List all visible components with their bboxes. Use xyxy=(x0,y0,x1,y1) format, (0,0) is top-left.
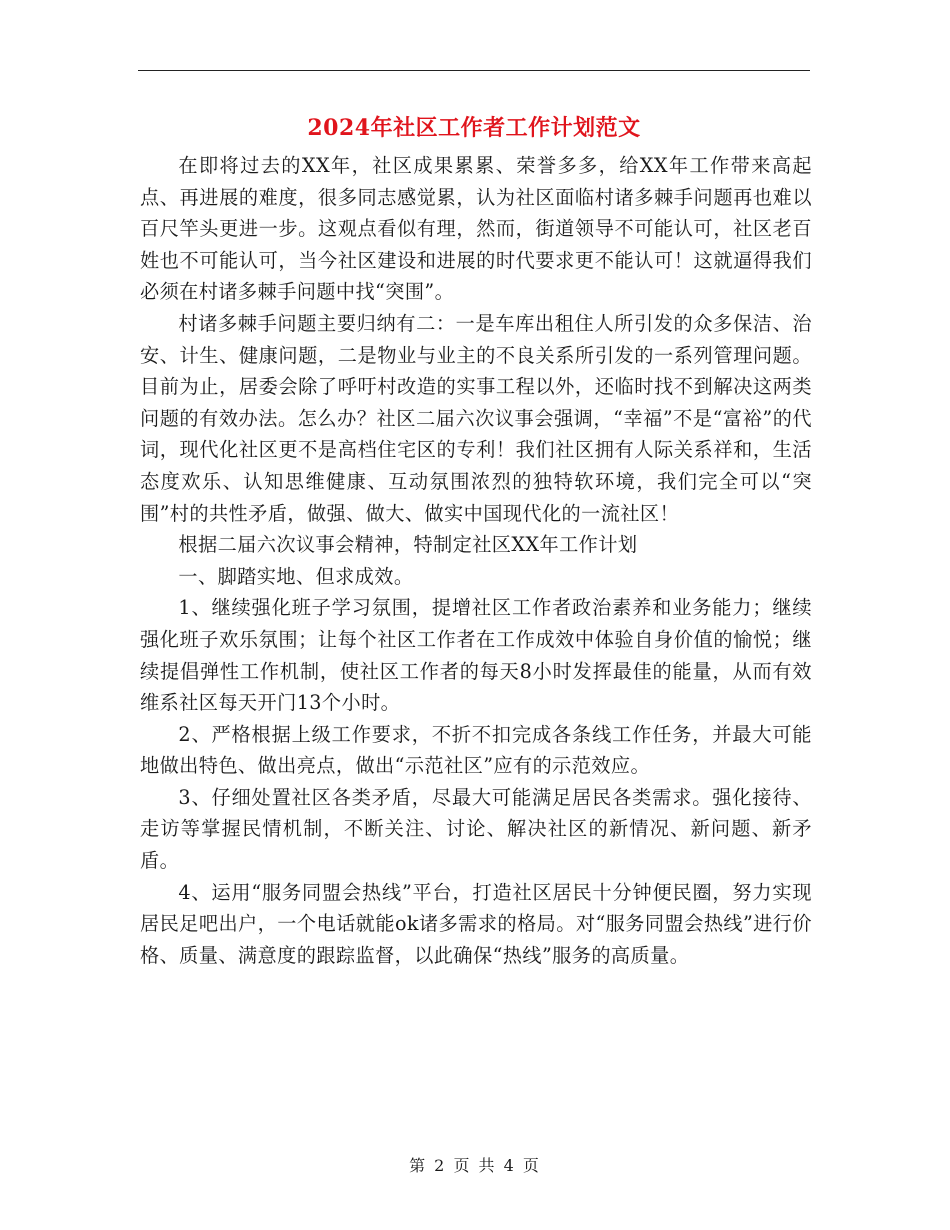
paragraph-item-4: 4、运用“服务同盟会热线”平台，打造社区居民十分钟便民圈，努力实现居民足吧出户，一个电话就能ok诸多需求的格局。对“服务同盟会热线”进行价格、质量、满意度的跟踪监督，以此确保“热线”服务的高质量。 xyxy=(140,880,812,967)
paragraph-item-1: 1、继续强化班子学习氛围，提增社区工作者政治素养和业务能力；继续强化班子欢乐氛围；让每个社区工作者在工作成效中体验自身价值的愉悦；继续提倡弹性工作机制，使社区工作者的每天8小时发挥最佳的能量，从而有效维系社区每天开门13个小时。 xyxy=(140,596,812,715)
paragraph-item-2: 2、严格根据上级工作要求，不折不扣完成各条线工作任务，并最大可能地做出特色、做出亮点，做出“示范社区”应有的示范效应。 xyxy=(140,722,812,778)
paragraph-problems: 村诸多棘手问题主要归纳有二：一是车库出租住人所引发的众多保洁、治安、计生、健康问题，二是物业与业主的不良关系所引发的一系列管理问题。目前为止，居委会除了呼吁村改造的实事工程以外，还临时找不到解决这两类问题的有效办法。怎么办？社区二届六次议事会强调，“幸福”不是“富裕”的代词，现代化社区更不是高档住宅区的专利！我们社区拥有人际关系祥和，生活态度欢乐、认知思维健康、互动氛围浓烈的独特软环境，我们完全可以“突围”村的共性矛盾，做强、做大、做实中国现代化的一流社区！ xyxy=(140,311,812,525)
paragraph-section-heading: 一、脚踏实地、但求成效。 xyxy=(178,564,414,588)
page-number-footer: 第 2 页 共 4 页 xyxy=(409,1156,541,1175)
paragraph-intro: 在即将过去的XX年，社区成果累累、荣誉多多，给XX年工作带来高起点、再进展的难度，很多同志感觉累，认为社区面临村诸多棘手问题再也难以百尺竿头更进一步。这观点看似有理，然而，街道领导不可能认可，社区老百姓也不可能认可，当今社区建设和进展的时代要求更不能认可！这就逼得我们必须在村诸多棘手问题中找“突围”。 xyxy=(140,154,812,304)
document-title: 2024年社区工作者工作计划范文 xyxy=(307,115,641,141)
document-body xyxy=(140,150,812,971)
paragraph-plan-intro: 根据二届六次议事会精神，特制定社区XX年工作计划 xyxy=(178,533,638,557)
header-rule xyxy=(138,70,810,71)
paragraph-item-3: 3、仔细处置社区各类矛盾，尽最大可能满足居民各类需求。强化接待、走访等掌握民情机制，不断关注、讨论、解决社区的新情况、新问题、新矛盾。 xyxy=(140,785,812,873)
